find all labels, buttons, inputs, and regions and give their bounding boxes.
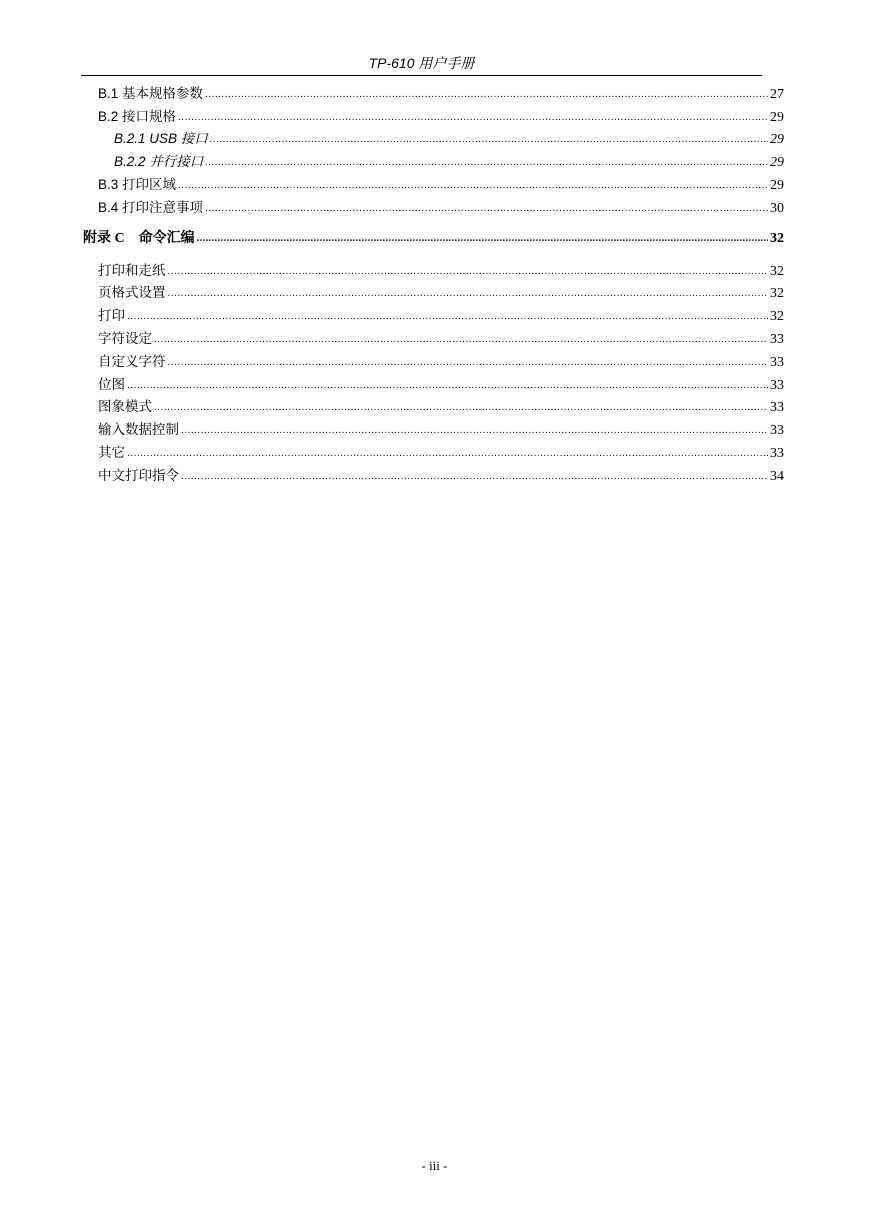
toc-entry-label: B.3 打印区域 [98, 177, 177, 192]
toc-entry-print[interactable] [98, 307, 784, 326]
toc-entry-page: 29 [770, 155, 784, 170]
toc-entry-label: 自定义字符 [98, 354, 166, 369]
toc-entry-bitmap[interactable] [98, 376, 784, 395]
toc-entry-label: 打印 [98, 308, 125, 323]
dot-leader [168, 266, 769, 278]
toc-entry-label: B.2 接口规格 [98, 109, 177, 124]
toc-entry-b2-1[interactable] [114, 130, 784, 149]
toc-entry-page: 33 [770, 355, 784, 370]
toc-entry-page: 32 [770, 264, 784, 279]
toc-entry-input-control[interactable] [98, 421, 784, 440]
dot-leader [127, 380, 768, 392]
toc-entry-custom-chars[interactable] [98, 353, 784, 372]
page-footer [0, 1158, 869, 1174]
toc-entry-label: B.1 基本规格参数 [98, 86, 204, 101]
toc-entry-page: 33 [770, 332, 784, 347]
toc-entry-label: 其它 [98, 445, 125, 460]
toc-entry-page: 32 [770, 309, 784, 324]
toc-entry-b3[interactable] [98, 176, 784, 195]
toc-entry-page: 33 [770, 400, 784, 415]
toc-entry-b4[interactable] [98, 199, 784, 218]
toc-entry-label: 字符设定 [98, 331, 152, 346]
toc-entry-label: B.2.1 USB 接口 [114, 131, 208, 146]
toc-entry-page: 29 [770, 178, 784, 193]
document-title: TP-610 用户手册 [368, 55, 475, 71]
toc-entry-page: 27 [770, 87, 784, 102]
toc-entry-page: 30 [770, 201, 784, 216]
dot-leader [127, 311, 768, 323]
toc-entry-page: 29 [770, 132, 784, 147]
dot-leader [178, 180, 768, 192]
toc-entry-print-feed[interactable] [98, 262, 784, 281]
toc-entry-label: 打印和走纸 [98, 263, 166, 278]
toc-entry-label: 图象模式 [98, 399, 152, 414]
toc-entry-label: 附录 C 命令汇编 [83, 231, 195, 246]
toc-entry-appendix-c[interactable] [83, 230, 784, 248]
toc-entry-b1[interactable] [98, 85, 784, 104]
dot-leader [168, 357, 769, 369]
toc-entry-page: 34 [770, 469, 784, 484]
dot-leader [210, 134, 768, 146]
dot-leader [205, 203, 768, 215]
dot-leader [168, 288, 769, 300]
toc-entry-page: 32 [770, 286, 784, 301]
toc-entry-label: 中文打印指令 [98, 468, 179, 483]
toc-entry-page: 33 [770, 423, 784, 438]
toc-entry-other[interactable] [98, 444, 784, 463]
dot-leader [197, 233, 768, 245]
toc-entry-label: 页格式设置 [98, 285, 166, 300]
toc-entry-label: 输入数据控制 [98, 422, 179, 437]
toc-entry-image-mode[interactable] [98, 398, 784, 417]
dot-leader [205, 89, 768, 101]
toc-entry-b2[interactable] [98, 108, 784, 127]
toc-entry-page-format[interactable] [98, 284, 784, 303]
dot-leader [154, 334, 768, 346]
dot-leader [205, 157, 768, 169]
dot-leader [154, 402, 768, 414]
dot-leader [127, 448, 768, 460]
toc-entry-page: 32 [770, 231, 784, 246]
dot-leader [181, 425, 768, 437]
toc-entry-label: B.2.2 并行接口 [114, 154, 204, 169]
dot-leader [178, 112, 768, 124]
toc-entry-b2-2[interactable] [114, 153, 784, 172]
toc-entry-page: 29 [770, 110, 784, 125]
dot-leader [181, 471, 768, 483]
toc-entry-page: 33 [770, 378, 784, 393]
toc-entry-label: B.4 打印注意事项 [98, 200, 204, 215]
toc-entry-label: 位图 [98, 377, 125, 392]
page-number: - iii - [421, 1158, 448, 1173]
toc-entry-char-settings[interactable] [98, 330, 784, 349]
toc-entry-chinese-print[interactable] [98, 467, 784, 486]
toc-entry-page: 33 [770, 446, 784, 461]
